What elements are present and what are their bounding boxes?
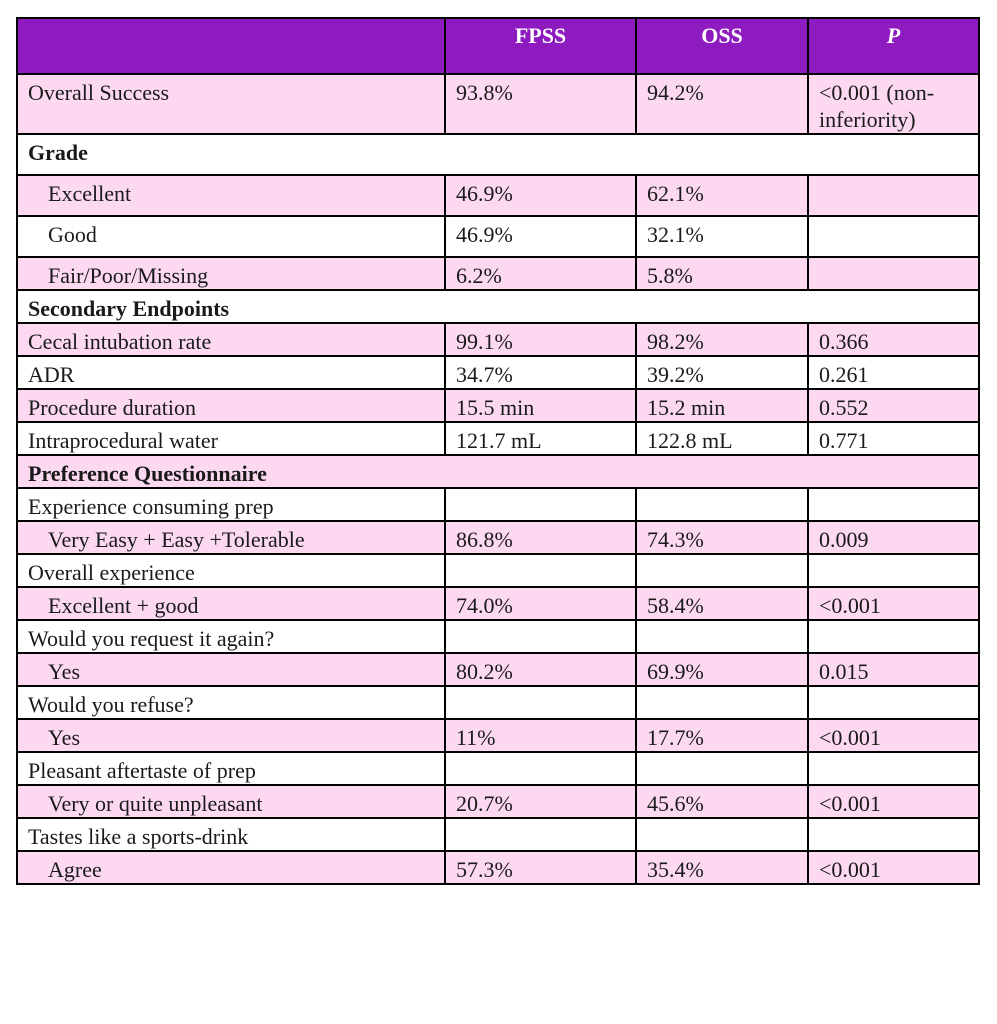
cell-p	[808, 216, 979, 257]
cell-oss: 62.1%	[636, 175, 808, 216]
cell-p	[808, 686, 979, 719]
cell-p: <0.001	[808, 851, 979, 884]
table-row	[17, 356, 979, 389]
cell-oss: 58.4%	[636, 587, 808, 620]
cell-p: 0.015	[808, 653, 979, 686]
cell-oss: 39.2%	[636, 356, 808, 389]
cell-fpss: 121.7 mL	[445, 422, 636, 455]
cell-oss	[636, 488, 808, 521]
cell-oss: 98.2%	[636, 323, 808, 356]
section-label: Grade	[17, 134, 979, 175]
table-row	[17, 752, 979, 785]
cell-p	[808, 752, 979, 785]
table-row	[17, 686, 979, 719]
cell-fpss: 11%	[445, 719, 636, 752]
cell-p: <0.001	[808, 719, 979, 752]
section-label: Preference Questionnaire	[17, 455, 979, 488]
cell-p: 0.771	[808, 422, 979, 455]
cell-fpss	[445, 686, 636, 719]
row-label: Overall experience	[17, 554, 445, 587]
cell-oss: 45.6%	[636, 785, 808, 818]
table-row	[17, 74, 979, 134]
cell-fpss	[445, 818, 636, 851]
cell-fpss	[445, 488, 636, 521]
table-row	[17, 257, 979, 290]
row-label: Very or quite unpleasant	[17, 785, 445, 818]
cell-fpss: 6.2%	[445, 257, 636, 290]
cell-fpss: 93.8%	[445, 74, 636, 134]
row-label: Cecal intubation rate	[17, 323, 445, 356]
cell-fpss: 57.3%	[445, 851, 636, 884]
cell-fpss: 15.5 min	[445, 389, 636, 422]
row-label: Fair/Poor/Missing	[17, 257, 445, 290]
row-label: Pleasant aftertaste of prep	[17, 752, 445, 785]
row-label: Intraprocedural water	[17, 422, 445, 455]
cell-fpss: 46.9%	[445, 175, 636, 216]
row-label: Tastes like a sports-drink	[17, 818, 445, 851]
section-label: Secondary Endpoints	[17, 290, 979, 323]
header-p-value: P	[808, 18, 979, 74]
table-row	[17, 488, 979, 521]
row-label: Overall Success	[17, 74, 445, 134]
table-row	[17, 785, 979, 818]
table-row	[17, 422, 979, 455]
cell-oss	[636, 818, 808, 851]
cell-p	[808, 620, 979, 653]
table-row	[17, 719, 979, 752]
table-row	[17, 587, 979, 620]
row-label: ADR	[17, 356, 445, 389]
row-label: Experience consuming prep	[17, 488, 445, 521]
row-label: Yes	[17, 719, 445, 752]
cell-oss: 74.3%	[636, 521, 808, 554]
cell-p: 0.009	[808, 521, 979, 554]
header-oss: OSS	[636, 18, 808, 74]
row-label: Would you refuse?	[17, 686, 445, 719]
cell-fpss: 46.9%	[445, 216, 636, 257]
cell-oss	[636, 686, 808, 719]
row-label: Yes	[17, 653, 445, 686]
cell-p: 0.366	[808, 323, 979, 356]
cell-p	[808, 488, 979, 521]
table-row	[17, 554, 979, 587]
cell-oss	[636, 554, 808, 587]
cell-fpss: 20.7%	[445, 785, 636, 818]
table-row	[17, 620, 979, 653]
section-row	[17, 290, 979, 323]
cell-oss: 17.7%	[636, 719, 808, 752]
cell-p	[808, 257, 979, 290]
cell-p	[808, 818, 979, 851]
section-row	[17, 455, 979, 488]
row-label: Would you request it again?	[17, 620, 445, 653]
header-empty	[17, 18, 445, 74]
table-row	[17, 818, 979, 851]
cell-oss: 32.1%	[636, 216, 808, 257]
table-header-row	[17, 18, 979, 74]
cell-fpss: 34.7%	[445, 356, 636, 389]
table-row	[17, 323, 979, 356]
row-label: Good	[17, 216, 445, 257]
row-label: Procedure duration	[17, 389, 445, 422]
cell-oss: 35.4%	[636, 851, 808, 884]
cell-p	[808, 175, 979, 216]
table-row	[17, 216, 979, 257]
cell-p: 0.261	[808, 356, 979, 389]
cell-p: <0.001	[808, 587, 979, 620]
results-table	[16, 17, 980, 885]
cell-oss: 15.2 min	[636, 389, 808, 422]
cell-p	[808, 554, 979, 587]
cell-p: <0.001	[808, 785, 979, 818]
cell-fpss	[445, 620, 636, 653]
cell-fpss: 86.8%	[445, 521, 636, 554]
row-label: Very Easy + Easy +Tolerable	[17, 521, 445, 554]
cell-oss	[636, 620, 808, 653]
table-row	[17, 521, 979, 554]
cell-p: 0.552	[808, 389, 979, 422]
row-label: Excellent + good	[17, 587, 445, 620]
cell-fpss: 80.2%	[445, 653, 636, 686]
cell-fpss	[445, 554, 636, 587]
cell-fpss: 99.1%	[445, 323, 636, 356]
table-row	[17, 175, 979, 216]
row-label: Excellent	[17, 175, 445, 216]
cell-fpss	[445, 752, 636, 785]
cell-fpss: 74.0%	[445, 587, 636, 620]
cell-oss: 5.8%	[636, 257, 808, 290]
cell-oss: 69.9%	[636, 653, 808, 686]
cell-p: <0.001 (non-inferiority)	[808, 74, 979, 134]
table-row	[17, 389, 979, 422]
table-row	[17, 851, 979, 884]
header-fpss: FPSS	[445, 18, 636, 74]
cell-oss: 122.8 mL	[636, 422, 808, 455]
cell-oss	[636, 752, 808, 785]
row-label: Agree	[17, 851, 445, 884]
cell-oss: 94.2%	[636, 74, 808, 134]
section-row	[17, 134, 979, 175]
table-row	[17, 653, 979, 686]
